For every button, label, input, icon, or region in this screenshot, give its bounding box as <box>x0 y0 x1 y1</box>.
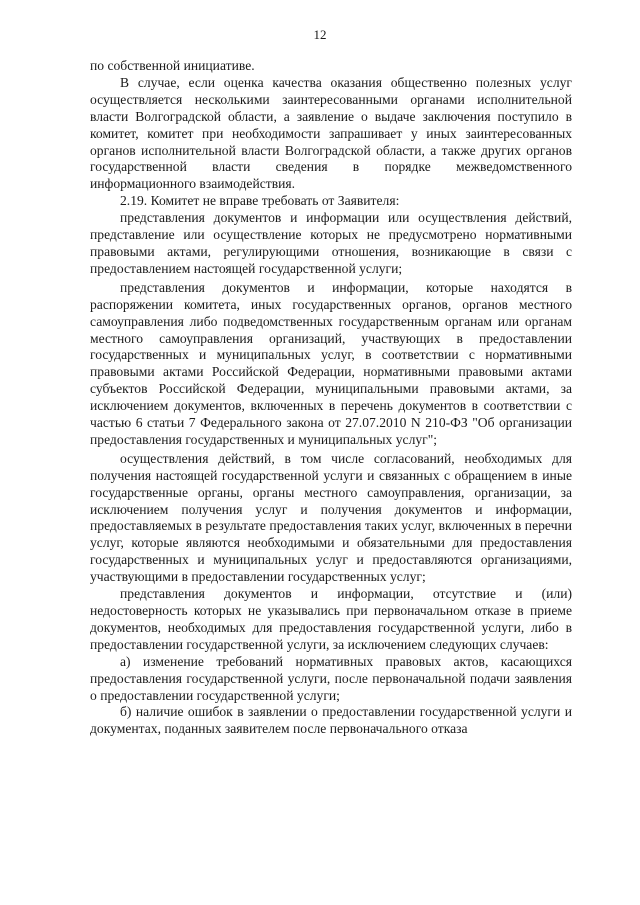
list-item-documents-not-required: представления документов и информации или осуществления действий, представление или осуществление которых не предусмотрено нормативными правовыми актами, регулирующими отношения, возникающие в связи с предоставлением настоящей государственной услуги; <box>90 210 572 276</box>
paragraph-section-2-19: 2.19. Комитет не вправе требовать от Заявителя: <box>120 193 400 209</box>
page-number: 12 <box>313 27 327 42</box>
exception-a: а) изменение требований нормативных правовых актов, касающихся предоставления государственной услуги, после первоначальной подачи заявления о предоставлении государственной услуги; <box>90 653 572 703</box>
list-item-actions-approvals: осуществления действий, в том числе согласований, необходимых для получения настоящей государственной услуги и связанных с обращением в иные государственные органы, органы местного самоуправления, организации, за исключением получения услуг и получения документов и информации, предоставляемых в результате предоставления таких услуг, включенных в перечни услуг, которые являются необходимыми и обязательными для предоставления государственных и муниципальных услуг и предоставляются организациями, участвующими в предоставлении государственных услуг; <box>90 450 572 585</box>
paragraph-continuation: по собственной инициативе. <box>90 58 255 73</box>
list-item-missing-documents: представления документов и информации, отсутствие и (или) недостоверность которых не указывались при первоначальном отказе в приеме документов, необходимых для предоставления государственной услуги, либо в предоставлении государственной услуги, за исключением следующих случаев: <box>90 586 572 652</box>
exception-b: б) наличие ошибок в заявлении о предоставлении государственной услуги и документах, поданных заявителем после первоначального отказа <box>90 704 572 737</box>
document-body <box>90 58 572 738</box>
paragraph-interagency-request: В случае, если оценка качества оказания общественно полезных услуг осуществляется несколькими заинтересованными органами исполнительной власти Волгоградской области, а заявление о выдаче заключения поступило в комитет, комитет при необходимости запрашивает у иных заинтересованных органов исполнительной власти Волгоградской области, а также других органов государственной власти сведения в порядке межведомственного информационного взаимодействия. <box>90 74 572 192</box>
list-item-documents-in-possession: представления документов и информации, которые находятся в распоряжении комитета, иных государственных органов, органов местного самоуправления либо подведомственных государственным органам или органам местного самоуправления организаций, участвующих в предоставлении государственных и муниципальных услуг, в соответствии с нормативными правовыми актами Российской Федерации, нормативными правовыми актами субъектов Российской Федерации, муниципальными правовыми актами, за исключением документов, включенных в перечень документов в соответствии с частью 6 статьи 7 Федерального закона от 27.07.2010 N 210-ФЗ "Об организации предоставления государственных и муниципальных услуг"; <box>90 279 572 447</box>
